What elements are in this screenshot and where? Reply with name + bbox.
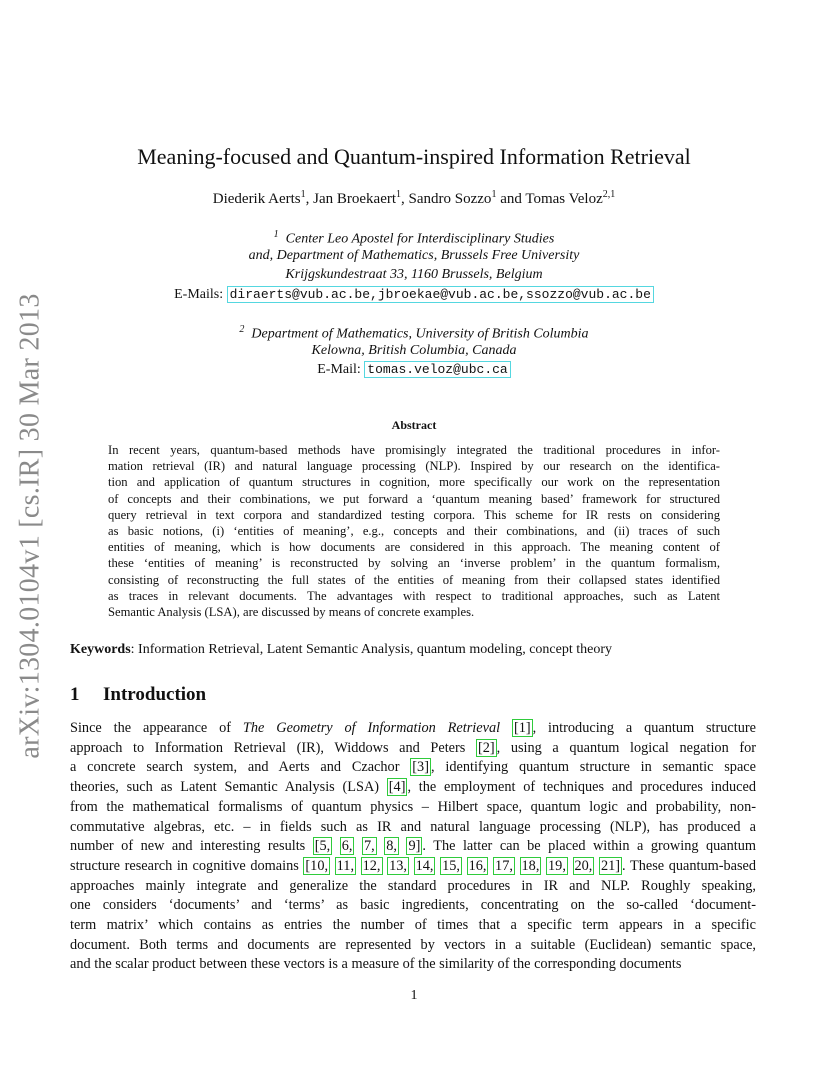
body-text: , identifying quantum structure in semantic space xyxy=(430,759,756,776)
author-name: Diederik Aerts xyxy=(212,191,301,207)
body-line: and the scalar product between these vectors is a measure of the similarity of the corresponding documents xyxy=(70,956,682,973)
body-line xyxy=(70,719,756,739)
body-text: . These quantum-based xyxy=(622,857,756,874)
body-line: approaches mainly integrate and generalize the standard procedures in IR and NLP. Roughly speaking, xyxy=(70,877,756,894)
body-line: from the mathematical formalisms of quantum physics – Hilbert space, quantum logic and probability, non- xyxy=(70,798,756,815)
keywords-label: Keywords xyxy=(70,642,131,657)
citation-link[interactable]: [10, xyxy=(305,857,329,874)
section-number: 1 xyxy=(70,684,80,705)
author-name: Tomas Veloz xyxy=(525,191,603,207)
body-text: theories, such as Latent Semantic Analysis (LSA) xyxy=(70,779,387,796)
body-text xyxy=(500,720,512,736)
abstract-line: Semantic Analysis (LSA), are discussed by means of concrete examples. xyxy=(108,605,475,620)
body-line: one considers ‘documents’ and ‘terms’ as basic ingredients, concentrating on the so-called ‘document- xyxy=(70,897,756,914)
body-line xyxy=(70,758,756,778)
abstract-line: In recent years, quantum-based methods have promisingly integrated the traditional procedures in infor- xyxy=(108,443,720,457)
affiliation-1-line-1 xyxy=(0,229,828,248)
affiliation-2-line-2: Kelowna, British Columbia, Canada xyxy=(311,343,517,358)
affiliation-marker: 2 xyxy=(239,324,245,335)
abstract-heading: Abstract xyxy=(391,418,437,432)
citation-link[interactable]: 18, xyxy=(521,857,540,874)
citation-link[interactable]: 20, xyxy=(574,857,593,874)
citation-link[interactable]: 12, xyxy=(362,857,381,874)
email-link[interactable]: diraerts@vub.ac.be,jbroekae@vub.ac.be,ssozzo@vub.ac.be xyxy=(227,286,654,303)
abstract-line: these ‘entities of meaning’ is reconstructed by solving an ‘inverse problem’ in the quantum formalism, xyxy=(108,556,720,571)
author-name: Jan Broekaert xyxy=(313,191,397,207)
abstract-line: of concepts and their combinations, we put forward a ‘quantum meaning based’ framework for structured xyxy=(108,491,720,506)
body-line: commutative algebras, etc. – in fields such as IR and natural language processing (NLP), has produced a xyxy=(70,818,756,835)
citation-link[interactable]: 11, xyxy=(336,857,355,874)
citation-link[interactable]: [4] xyxy=(388,779,406,796)
citation-link[interactable]: 15, xyxy=(442,857,460,874)
citation-link[interactable]: 21] xyxy=(600,857,621,874)
abstract-line: mation retrieval (IR) and natural language processing (NLP). Inspired by our research on the identifica- xyxy=(108,459,720,474)
body-text: , the employment of techniques and procedures induced xyxy=(407,779,756,796)
citation-link[interactable]: [1] xyxy=(513,720,531,736)
affiliation-2-line-1 xyxy=(0,324,828,343)
abstract-body xyxy=(108,442,720,620)
citation-link[interactable]: 16, xyxy=(468,857,487,874)
paper-title: Meaning-focused and Quantum-inspired Information Retrieval xyxy=(137,144,691,169)
citation-link[interactable]: 7, xyxy=(363,838,375,855)
body-text: . The latter can be placed within a growing quantum xyxy=(422,838,756,855)
affiliation-text: Center Leo Apostel for Interdisciplinary Studies xyxy=(285,231,555,247)
affiliation-2-email xyxy=(0,362,828,378)
citation-link[interactable]: [3] xyxy=(412,759,429,776)
body-line xyxy=(70,778,756,798)
citation-link[interactable]: 19, xyxy=(548,857,566,874)
email-label: E-Mails: xyxy=(174,287,224,302)
citation-link[interactable]: 14, xyxy=(415,857,434,874)
abstract-line: query retrieval in text corpora and standardized testing corpora. This scheme for IR rests on considering xyxy=(108,507,720,522)
citation-link[interactable]: 6, xyxy=(341,838,353,855)
body-text: number of new and interesting results xyxy=(70,838,313,855)
page-number: 1 xyxy=(410,988,418,1003)
body-text: structure research in cognitive domains xyxy=(70,857,304,874)
body-line xyxy=(70,739,756,759)
body-text: Since the appearance of xyxy=(70,720,243,736)
body-text: approach to Information Retrieval (IR), Widdows and Peters xyxy=(70,739,476,756)
body-line xyxy=(70,857,756,877)
book-title: The Geometry of Information Retrieval xyxy=(242,720,501,736)
citation-link[interactable]: [5, xyxy=(314,838,331,855)
affiliation-1-line-3: Krijgskundestraat 33, 1160 Brussels, Belgium xyxy=(285,267,543,282)
citation-link[interactable]: 13, xyxy=(389,857,407,874)
affiliation-1-emails xyxy=(0,287,828,303)
citation-link[interactable]: 17, xyxy=(495,857,513,874)
body-text: a concrete search system, and Aerts and Czachor xyxy=(70,759,411,776)
abstract-line: consisting of reconstructing the full states of the entities of meaning from their collapsed states identified xyxy=(108,572,720,587)
body-line xyxy=(70,837,756,857)
section-title: Introduction xyxy=(103,684,207,705)
abstract-line: tion and application of quantum structures in cognition, more specifically our work on the representation xyxy=(108,475,720,490)
abstract-line: as traces in relevant documents. The advantages with respect to traditional approaches, such as Latent xyxy=(108,588,720,603)
author-list: Diederik Aerts$^1$, Jan Broekaert$^1$, Sandro Sozzo$^1$ and Tomas Veloz$^{2,1}$ xyxy=(212,189,616,207)
citation-link[interactable]: 8, xyxy=(386,838,397,855)
keywords-text: : Information Retrieval, Latent Semantic Analysis, quantum modeling, concept theory xyxy=(130,642,612,657)
body-text: , using a quantum logical negation for xyxy=(496,739,756,756)
abstract-line: entities of meaning, which is how documents are considered in this approach. The meaning content of xyxy=(108,540,720,555)
section-heading xyxy=(70,684,206,706)
affiliation-text: Department of Mathematics, University of British Columbia xyxy=(251,326,589,342)
citation-link[interactable]: 9] xyxy=(408,838,421,855)
author-affil-sup: 1 xyxy=(491,189,497,200)
email-link[interactable]: tomas.veloz@ubc.ca xyxy=(364,361,510,378)
abstract-line: as basic notions, (i) ‘entities of meaning’, e.g., concepts and their combinations, and (ii) traces of such xyxy=(108,524,720,539)
introduction-body xyxy=(70,719,756,975)
author-affil-sup: 1 xyxy=(300,189,306,200)
body-text: , introducing a quantum structure xyxy=(532,720,756,736)
body-line: document. Both terms and documents are represented by vectors in a suitable (Euclidean) semantic space, xyxy=(70,936,756,953)
affiliation-marker: 1 xyxy=(273,229,279,240)
author-affil-sup: 2,1 xyxy=(602,189,616,200)
author-affil-sup: 1 xyxy=(396,189,402,200)
email-label: E-Mail: xyxy=(317,362,361,377)
citation-link[interactable]: [2] xyxy=(477,739,495,756)
body-line: term matrix’ which contains as entries the number of times that a specific term appears in a specific xyxy=(70,917,756,934)
keywords xyxy=(70,642,756,658)
arxiv-watermark-text: arXiv:1304.0104v1 [cs.IR] 30 Mar 2013 xyxy=(15,292,47,759)
author-name: Sandro Sozzo xyxy=(408,191,492,207)
affiliation-1-line-2: and, Department of Mathematics, Brussels Free University xyxy=(248,248,580,263)
